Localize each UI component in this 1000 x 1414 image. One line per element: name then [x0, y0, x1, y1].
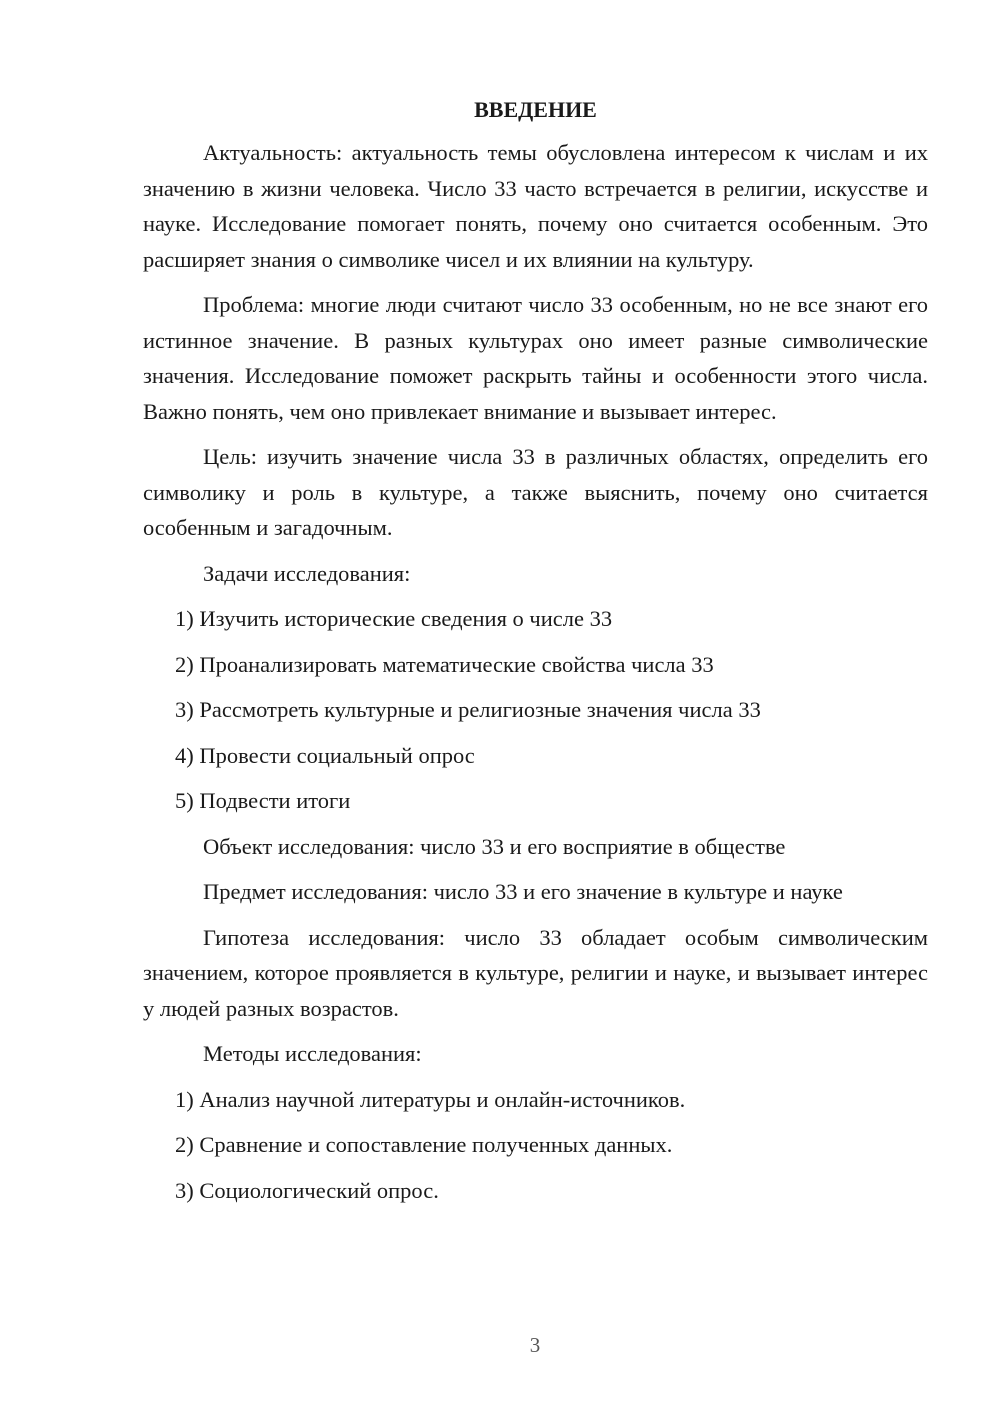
object-line: Объект исследования: число 33 и его восприятие в обществе	[203, 833, 786, 859]
task-item-5: 5) Подвести итоги	[175, 788, 351, 813]
task-item-1: 1) Изучить исторические сведения о числе 33	[175, 606, 613, 631]
subject-line: Предмет исследования: число 33 и его значение в культуре и науке	[203, 879, 843, 904]
task-item-4: 4) Провести социальный опрос	[175, 742, 475, 768]
task-item-2: 2) Проанализировать математические свойства числа 33	[175, 651, 714, 677]
task-item-3: 3) Рассмотреть культурные и религиозные значения числа 33	[175, 697, 761, 722]
methods-heading: Методы исследования:	[203, 1041, 422, 1066]
document-page	[143, 96, 928, 1218]
hypothesis-paragraph: Гипотеза исследования: число 33 обладает особым символическим значением, которое проявляется в культуре, религии и науке, и вызывает интерес у людей разных возрастов.	[143, 924, 928, 1021]
method-item-3: 3) Социологический опрос.	[175, 1177, 439, 1203]
problem-paragraph: Проблема: многие люди считают число 33 особенным, но не все знают его истинное значение. В разных культурах оно имеет разные символические значения. Исследование поможет раскрыть тайны и особенности этого числа. Важно понять, чем оно привлекает внимание и вызывает интерес.	[143, 292, 928, 424]
relevance-paragraph: Актуальность: актуальность темы обусловлена интересом к числам и их значению в жизни человека. Число 33 часто встречается в религии, искусстве и науке. Исследование помогает понять, почему оно считается особенным. Это расширяет знания о символике чисел и их влиянии на культуру.	[143, 140, 928, 272]
page-number: 3	[529, 1333, 541, 1357]
goal-paragraph: Цель: изучить значение числа 33 в различных областях, определить его символику и роль в культуре, а также выяснить, почему оно считается особенным и загадочным.	[143, 444, 928, 540]
section-title: ВВЕДЕНИЕ	[474, 97, 597, 122]
tasks-heading: Задачи исследования:	[203, 560, 411, 586]
method-item-1: 1) Анализ научной литературы и онлайн-источников.	[175, 1086, 686, 1112]
method-item-2: 2) Сравнение и сопоставление полученных данных.	[175, 1132, 673, 1157]
